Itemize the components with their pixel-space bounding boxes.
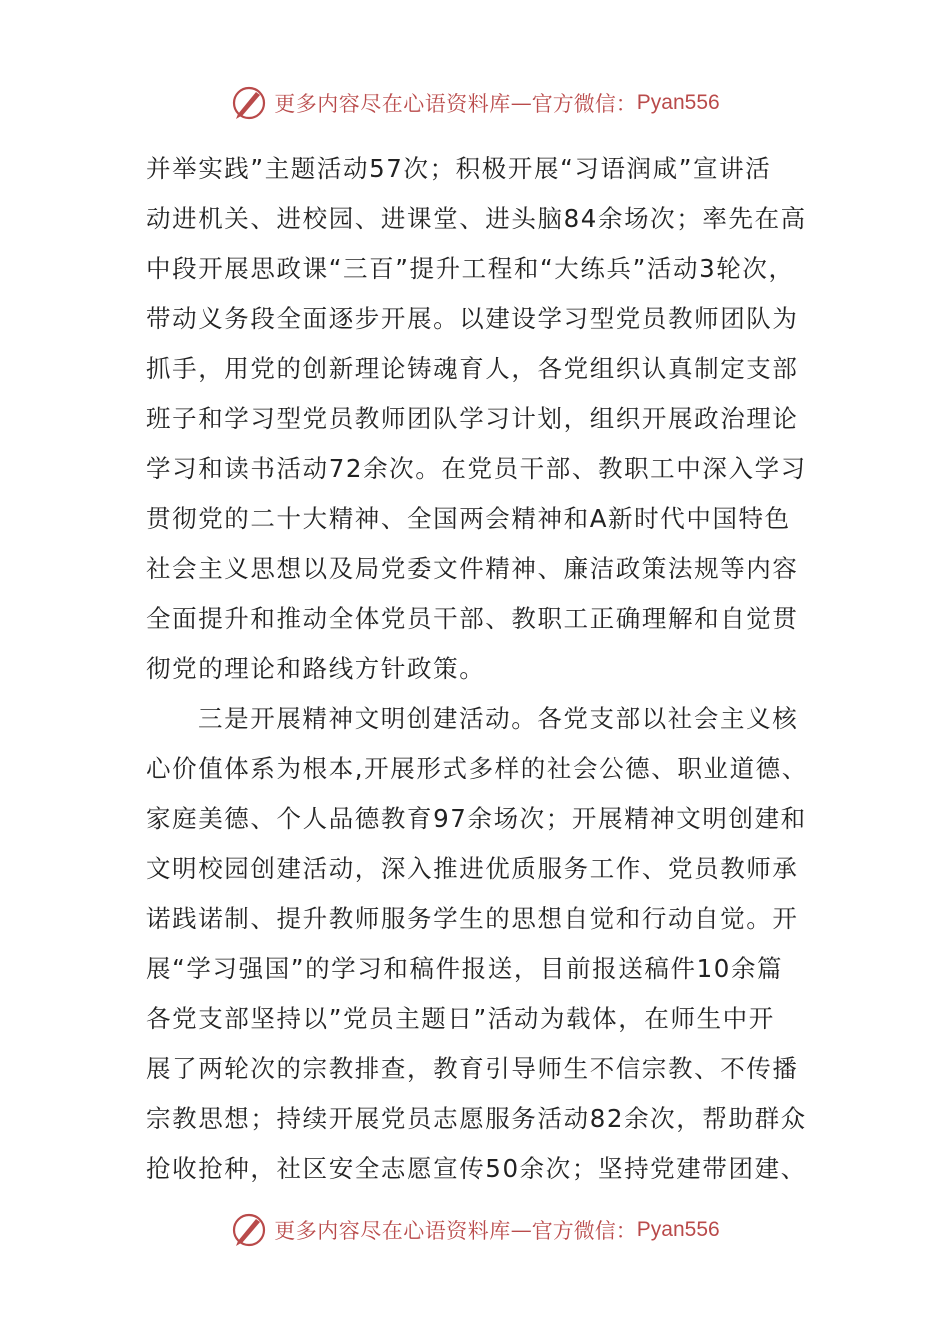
text-line: 心价值体系为根本,开展形式多样的社会公德、职业道德、 xyxy=(146,754,808,783)
text-line: 中段开展思政课“三百”提升工程和“大练兵”活动3轮次， xyxy=(146,254,795,283)
text-line: 家庭美德、个人品德教育97余场次；开展精神文明创建和 xyxy=(146,804,807,833)
text-line: 宗教思想；持续开展党员志愿服务活动82余次，帮助群众 xyxy=(146,1104,807,1133)
text-line: 贯彻党的二十大精神、全国两会精神和A新时代中国特色 xyxy=(146,504,791,533)
text-line: 彻党的理论和路线方针政策。 xyxy=(146,654,486,683)
paragraph-start-line: 三是开展精神文明创建活动。各党支部以社会主义核 xyxy=(198,704,799,733)
text-line: 并举实践”主题活动57次；积极开展“习语润咸”宣讲活 xyxy=(146,154,772,183)
pen-circle-logo-icon xyxy=(230,84,268,122)
text-line: 各党支部坚持以”党员主题日”活动为载体，在师生中开 xyxy=(146,1004,775,1033)
text-line: 抓手，用党的创新理论铸魂育人，各党组织认真制定支部 xyxy=(146,354,799,383)
text-line: 全面提升和推动全体党员干部、教职工正确理解和自觉贯 xyxy=(146,604,799,633)
banner-wechat-id: Pyan556 xyxy=(636,1218,720,1241)
text-line: 抢收抢种，社区安全志愿宣传50余次；坚持党建带团建、 xyxy=(146,1154,807,1183)
text-line: 动进机关、进校园、进课堂、进头脑84余场次；率先在高 xyxy=(146,204,807,233)
text-line: 展了两轮次的宗教排查，教育引导师生不信宗教、不传播 xyxy=(146,1054,799,1083)
text-line: 班子和学习型党员教师团队学习计划，组织开展政治理论 xyxy=(146,404,799,433)
banner-separator: — xyxy=(510,91,532,115)
banner-wechat-label: 官方微信： xyxy=(531,1219,637,1243)
header-banner xyxy=(0,80,950,126)
document-body xyxy=(146,144,810,1194)
text-line: 学习和读书活动72余次。在党员干部、教职工中深入学习 xyxy=(146,454,807,483)
text-line: 诺践诺制、提升教师服务学生的思想自觉和行动自觉。开 xyxy=(146,904,799,933)
text-line: 社会主义思想以及局党委文件精神、廉洁政策法规等内容 xyxy=(146,554,799,583)
banner-wechat-label: 官方微信： xyxy=(531,92,637,116)
text-line: 带动义务段全面逐步开展。以建设学习型党员教师团队为 xyxy=(146,304,799,333)
pen-circle-logo-icon xyxy=(230,1211,268,1249)
footer-banner xyxy=(0,1207,950,1253)
banner-wechat-id: Pyan556 xyxy=(636,91,720,114)
banner-main-text: 更多内容尽在心语资料库 xyxy=(274,1219,511,1243)
text-line: 展“学习强国”的学习和稿件报送，目前报送稿件10余篇 xyxy=(146,954,784,983)
banner-main-text: 更多内容尽在心语资料库 xyxy=(274,92,511,116)
text-line: 文明校园创建活动，深入推进优质服务工作、党员教师承 xyxy=(146,854,799,883)
banner-separator: — xyxy=(510,1218,532,1242)
